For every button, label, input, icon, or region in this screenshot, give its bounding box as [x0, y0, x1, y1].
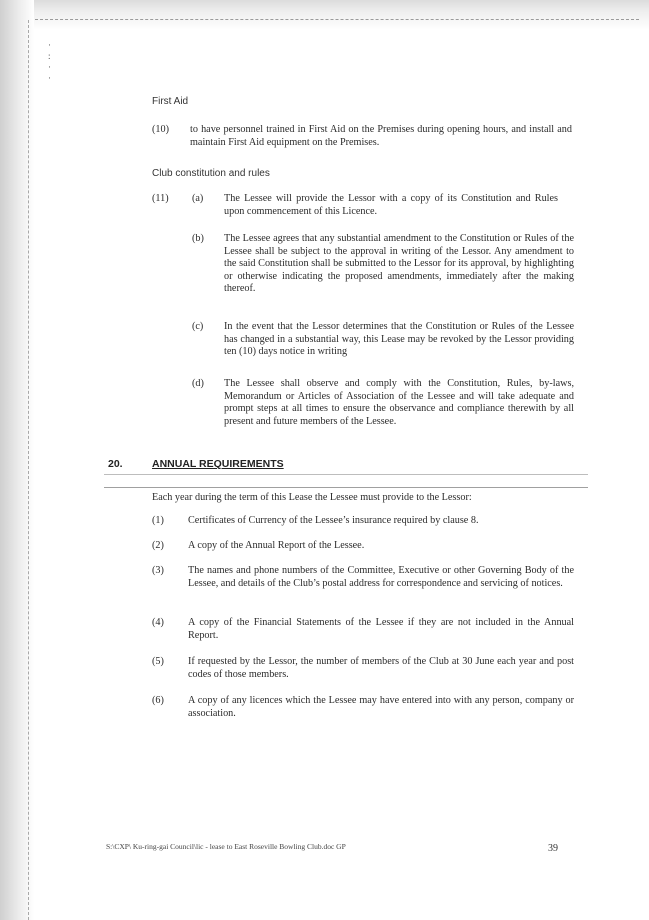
- item-11d-label: (d): [192, 378, 204, 389]
- item-11d-text: The Lessee shall observe and comply with the Constitution, Rules, by-laws, Memorandum or Articles of Association of the Lessee and will take adequate and prompt steps at all times to ensure the observance and compliance therewith by all present and future members of the Lessee.: [224, 378, 574, 427]
- scan-top-edge: [0, 0, 649, 30]
- item-2-text: A copy of the Annual Report of the Lessee.: [188, 540, 365, 551]
- section-20-title: ANNUAL REQUIREMENTS: [152, 458, 284, 470]
- item-3-number: (3): [152, 565, 164, 576]
- item-11c-label: (c): [192, 321, 204, 332]
- section-20-intro: Each year during the term of this Lease the Lessee must provide to the Lessor:: [152, 492, 472, 503]
- item-5-text: If requested by the Lessor, the number of members of the Club at 30 June each year and post codes of those members.: [188, 656, 574, 680]
- item-6-number: (6): [152, 695, 164, 706]
- section-20-number: 20.: [108, 458, 123, 470]
- section-divider-bottom: [104, 487, 588, 488]
- item-11b-text: The Lessee agrees that any substantial amendment to the Constitution or Rules of the Lessee shall be subject to the approval in writing of the Lessor. Any amendment to the said Constitution shall be submitted to the Lessor for its approval, by highlighting or otherwise indicating the proposed amendments, immediately after the making thereof.: [224, 233, 574, 295]
- item-4-text: A copy of the Financial Statements of the Lessee if they are not included in the Annual Report.: [188, 617, 574, 641]
- item-4-number: (4): [152, 617, 164, 628]
- item-1-number: (1): [152, 515, 164, 526]
- item-10-text: to have personnel trained in First Aid on the Premises during opening hours, and install and maintain First Aid equipment on the Premises.: [190, 124, 572, 148]
- first-aid-heading: First Aid: [152, 96, 189, 107]
- section-divider-top: [104, 474, 588, 475]
- page-number: 39: [548, 843, 558, 854]
- scan-left-edge: [0, 0, 34, 920]
- item-11-number: (11): [152, 193, 169, 204]
- item-3-text: The names and phone numbers of the Committee, Executive or other Governing Body of the Lessee, and details of the Club’s postal address for correspondence and servicing of notices.: [188, 565, 574, 589]
- item-2-number: (2): [152, 540, 164, 551]
- item-11a-text: The Lessee will provide the Lessor with a copy of its Constitution and Rules upon commencement of this Licence.: [224, 193, 558, 217]
- item-11c-text: In the event that the Lessor determines that the Constitution or Rules of the Lessee has changed in a substantial way, this Lease may be revoked by the Lessor providing ten (10) days notice in writing: [224, 321, 574, 358]
- item-11b-label: (b): [192, 233, 204, 244]
- item-1-text: Certificates of Currency of the Lessee’s insurance required by clause 8.: [188, 515, 479, 526]
- item-5-number: (5): [152, 656, 164, 667]
- scan-margin-marks: · : · ·: [48, 40, 51, 83]
- club-constitution-heading: Club constitution and rules: [152, 168, 270, 179]
- item-6-text: A copy of any licences which the Lessee may have entered into with any person, company or association.: [188, 695, 574, 719]
- item-10-number: (10): [152, 124, 169, 135]
- footer-file-path: S:\CXP\ Ku-ring-gai Council\lic - lease to East Roseville Bowling Club.doc GP: [106, 842, 346, 851]
- item-11a-label: (a): [192, 193, 204, 204]
